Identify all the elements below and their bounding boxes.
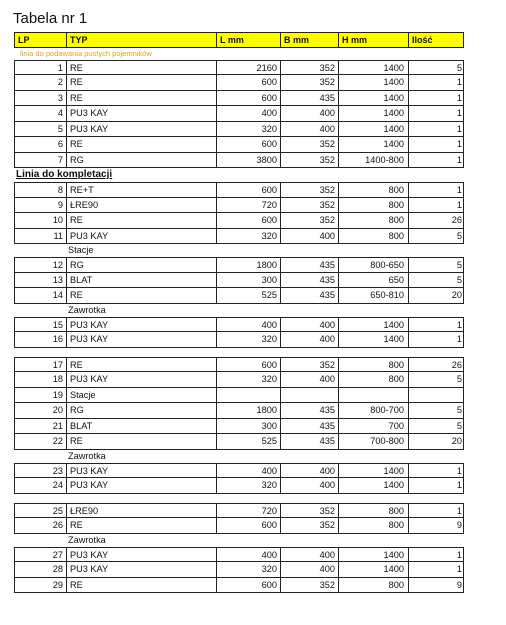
cell-typ: RE <box>67 75 217 90</box>
cell-h: 1400 <box>339 137 409 152</box>
cell-typ: PU3 KAY <box>67 229 217 244</box>
cell-lp: 8 <box>15 183 67 197</box>
cell-l: 525 <box>217 288 281 303</box>
cell-b <box>281 388 339 403</box>
cell-typ: RE <box>67 213 217 228</box>
cell-b: 400 <box>281 478 339 493</box>
cell-qty: 1 <box>456 92 462 103</box>
table-row <box>14 317 464 333</box>
cell-qty: 5 <box>456 374 462 384</box>
cell-b: 435 <box>281 91 339 106</box>
stacje-label: Stacje <box>68 245 94 255</box>
cell-typ: PU3 KAY <box>67 318 217 332</box>
cell-lp: 6 <box>15 137 67 152</box>
cell-l: 600 <box>217 213 281 228</box>
cell-typ: RE <box>67 61 217 75</box>
cell-b: 435 <box>281 434 339 449</box>
cell-b: 352 <box>281 137 339 152</box>
group-8 <box>14 547 464 594</box>
table-row <box>14 332 464 348</box>
cell-h: 800 <box>339 213 409 228</box>
cell-typ: RE <box>67 137 217 152</box>
group-7 <box>14 503 464 534</box>
group-4 <box>14 317 464 348</box>
cell-h: 1400 <box>339 464 409 478</box>
cell-qty: 1 <box>456 139 462 149</box>
cell-b: 400 <box>281 548 339 562</box>
cell-h: 1400 <box>339 106 409 121</box>
cell-h: 650-810 <box>339 288 409 303</box>
table-row <box>14 434 464 450</box>
table-row <box>14 388 464 404</box>
table-header-row <box>14 32 464 48</box>
cell-b: 435 <box>281 419 339 434</box>
cell-l <box>217 388 281 403</box>
cell-typ: ŁRE90 <box>67 198 217 213</box>
cell-qty: 5 <box>456 230 462 241</box>
cell-lp: 27 <box>15 548 67 562</box>
table-row <box>14 137 464 153</box>
cell-typ: RG <box>67 153 217 168</box>
table-row <box>14 503 464 519</box>
cell-qty: 5 <box>456 420 462 431</box>
cell-l: 3800 <box>217 153 281 168</box>
cell-l: 600 <box>217 91 281 106</box>
table-row <box>14 60 464 76</box>
group-3 <box>14 257 464 304</box>
zawrotka-label-2: Zawrotka <box>68 450 106 461</box>
cell-b: 400 <box>281 562 339 577</box>
cell-l: 320 <box>217 122 281 137</box>
cell-l: 320 <box>217 478 281 493</box>
cell-lp: 21 <box>15 419 67 434</box>
table-row <box>14 75 464 91</box>
cell-lp: 19 <box>15 388 67 403</box>
header-lp: LP <box>15 33 67 47</box>
cell-b: 352 <box>281 61 339 75</box>
cell-lp: 3 <box>15 91 67 106</box>
cell-typ: PU3 KAY <box>67 548 217 562</box>
table-row <box>14 419 464 435</box>
cell-h: 1400-800 <box>339 153 409 168</box>
cell-lp: 18 <box>15 372 67 387</box>
cell-h: 800 <box>339 372 409 387</box>
cell-typ: RG <box>67 403 217 418</box>
table-row <box>14 122 464 138</box>
page-title: Tabela nr 1 <box>13 10 88 27</box>
cell-h: 1400 <box>339 562 409 577</box>
cell-h: 800 <box>339 518 409 533</box>
cell-typ: PU3 KAY <box>67 106 217 121</box>
cell-b: 400 <box>281 318 339 332</box>
cell-lp: 22 <box>15 434 67 449</box>
cell-typ: PU3 KAY <box>67 478 217 493</box>
cell-lp: 15 <box>15 318 67 332</box>
cell-lp: 28 <box>15 562 67 577</box>
cell-h: 800 <box>339 504 409 518</box>
cell-lp: 23 <box>15 464 67 478</box>
cell-b: 400 <box>281 122 339 137</box>
cell-b: 352 <box>281 198 339 213</box>
cell-qty: 1 <box>456 334 462 344</box>
spacer <box>14 348 464 357</box>
cell-l: 300 <box>217 419 281 434</box>
cell-typ: RE <box>67 358 217 372</box>
cell-b: 400 <box>281 332 339 347</box>
cell-typ: PU3 KAY <box>67 464 217 478</box>
cell-l: 2160 <box>217 61 281 75</box>
cell-l: 400 <box>217 464 281 478</box>
cell-lp: 12 <box>15 258 67 272</box>
table-row <box>14 547 464 563</box>
table-row <box>14 463 464 479</box>
table-row <box>14 257 464 273</box>
cell-lp: 29 <box>15 578 67 593</box>
cell-h: 1400 <box>339 548 409 562</box>
cell-l: 1800 <box>217 258 281 272</box>
cell-qty: 20 <box>451 290 462 300</box>
cell-lp: 26 <box>15 518 67 533</box>
cell-h: 800-700 <box>339 403 409 418</box>
group-5 <box>14 357 464 450</box>
cell-b: 435 <box>281 403 339 418</box>
cell-h: 1400 <box>339 332 409 347</box>
table-row <box>14 403 464 419</box>
table-row <box>14 578 464 594</box>
cell-qty: 1 <box>456 77 462 87</box>
table-row <box>14 153 464 169</box>
cell-qty: 1 <box>456 123 462 134</box>
cell-typ: RE <box>67 288 217 303</box>
cell-l: 320 <box>217 332 281 347</box>
cell-lp: 4 <box>15 106 67 121</box>
cell-l: 400 <box>217 548 281 562</box>
table-row <box>14 106 464 122</box>
cell-qty: 1 <box>456 108 462 118</box>
cell-lp: 25 <box>15 504 67 518</box>
cell-h: 1400 <box>339 91 409 106</box>
table-row <box>14 91 464 107</box>
cell-qty: 5 <box>456 260 462 270</box>
cell-h: 1400 <box>339 61 409 75</box>
cell-lp: 5 <box>15 122 67 137</box>
cell-l: 400 <box>217 106 281 121</box>
cell-l: 1800 <box>217 403 281 418</box>
cell-h: 800-650 <box>339 258 409 272</box>
zawrotka-label-3: Zawrotka <box>68 534 106 545</box>
cell-l: 600 <box>217 183 281 197</box>
cell-qty: 1 <box>456 564 462 574</box>
cell-l: 600 <box>217 75 281 90</box>
cell-h: 1400 <box>339 478 409 493</box>
cell-b: 352 <box>281 183 339 197</box>
cell-b: 400 <box>281 464 339 478</box>
cell-h: 1400 <box>339 75 409 90</box>
cell-qty: 9 <box>456 520 462 530</box>
cell-b: 352 <box>281 358 339 372</box>
cell-typ: PU3 KAY <box>67 332 217 347</box>
cell-lp: 7 <box>15 153 67 168</box>
cell-typ: RE <box>67 578 217 593</box>
cell-h: 650 <box>339 273 409 288</box>
cell-b: 352 <box>281 578 339 593</box>
cell-l: 400 <box>217 318 281 332</box>
cell-lp: 9 <box>15 198 67 213</box>
cell-lp: 2 <box>15 75 67 90</box>
cell-b: 400 <box>281 372 339 387</box>
header-q: Ilość <box>412 35 433 45</box>
group-6 <box>14 463 464 494</box>
cell-lp: 1 <box>15 61 67 75</box>
cell-b: 352 <box>281 75 339 90</box>
cell-qty: 1 <box>456 480 462 490</box>
table-row <box>14 357 464 373</box>
table-row <box>14 229 464 245</box>
cell-l: 720 <box>217 198 281 213</box>
zawrotka-label: Zawrotka <box>68 304 106 315</box>
cell-b: 435 <box>281 273 339 288</box>
cell-qty: 5 <box>456 405 462 415</box>
cell-qty: 1 <box>456 199 462 210</box>
cell-qty: 1 <box>456 185 462 195</box>
cell-qty <box>409 388 465 403</box>
cell-l: 320 <box>217 372 281 387</box>
header-l: L mm <box>217 33 281 47</box>
cell-lp: 13 <box>15 273 67 288</box>
cell-b: 352 <box>281 518 339 533</box>
cell-h: 800 <box>339 578 409 593</box>
cell-qty: 1 <box>456 465 462 476</box>
cell-qty: 1 <box>456 549 462 560</box>
table-row <box>14 198 464 214</box>
cell-h <box>339 388 409 403</box>
cell-h: 1400 <box>339 318 409 332</box>
cell-qty: 1 <box>456 319 462 330</box>
cell-typ: RE <box>67 91 217 106</box>
table-row <box>14 213 464 229</box>
cell-typ: PU3 KAY <box>67 562 217 577</box>
cell-lp: 14 <box>15 288 67 303</box>
cell-b: 352 <box>281 153 339 168</box>
cell-typ: PU3 KAY <box>67 372 217 387</box>
cell-typ: Stacje <box>67 388 217 403</box>
cell-lp: 11 <box>15 229 67 244</box>
table-row <box>14 518 464 534</box>
cell-h: 800 <box>339 358 409 372</box>
cell-typ: ŁRE90 <box>67 504 217 518</box>
cell-qty: 26 <box>451 359 462 370</box>
cell-lp: 24 <box>15 478 67 493</box>
cell-typ: RG <box>67 258 217 272</box>
table-row <box>14 562 464 578</box>
cell-qty: 1 <box>456 154 462 165</box>
cell-lp: 10 <box>15 213 67 228</box>
cell-b: 352 <box>281 213 339 228</box>
cell-l: 320 <box>217 229 281 244</box>
table-row <box>14 478 464 494</box>
cell-h: 700-800 <box>339 434 409 449</box>
cell-h: 700 <box>339 419 409 434</box>
cell-b: 352 <box>281 504 339 518</box>
cell-l: 300 <box>217 273 281 288</box>
data-table <box>14 32 464 593</box>
cell-b: 435 <box>281 288 339 303</box>
cell-qty: 20 <box>451 436 462 446</box>
cell-typ: BLAT <box>67 273 217 288</box>
cell-qty: 26 <box>451 215 462 225</box>
group-2 <box>14 182 464 244</box>
cell-h: 800 <box>339 183 409 197</box>
table-row <box>14 372 464 388</box>
header-typ: TYP <box>67 33 217 47</box>
section-label: Linia do kompletacji <box>16 169 113 180</box>
cell-l: 525 <box>217 434 281 449</box>
cell-typ: BLAT <box>67 419 217 434</box>
line-note: linia do podawania pustych pojemników <box>20 48 152 58</box>
cell-b: 400 <box>281 229 339 244</box>
cell-l: 600 <box>217 137 281 152</box>
header-h: H mm <box>339 33 409 47</box>
cell-lp: 16 <box>15 332 67 347</box>
cell-h: 800 <box>339 198 409 213</box>
cell-l: 320 <box>217 562 281 577</box>
cell-l: 600 <box>217 358 281 372</box>
cell-qty: 5 <box>456 62 462 73</box>
cell-qty: 1 <box>456 505 462 516</box>
cell-qty: 5 <box>456 274 462 285</box>
cell-lp: 17 <box>15 358 67 372</box>
cell-qty: 9 <box>456 579 462 590</box>
header-b: B mm <box>281 33 339 47</box>
cell-h: 1400 <box>339 122 409 137</box>
table-row <box>14 182 464 198</box>
spacer <box>14 494 464 503</box>
cell-b: 435 <box>281 258 339 272</box>
cell-typ: RE+T <box>67 183 217 197</box>
cell-l: 600 <box>217 518 281 533</box>
cell-lp: 20 <box>15 403 67 418</box>
group-1 <box>14 60 464 169</box>
cell-typ: RE <box>67 518 217 533</box>
table-row <box>14 273 464 289</box>
cell-l: 720 <box>217 504 281 518</box>
cell-typ: RE <box>67 434 217 449</box>
cell-typ: PU3 KAY <box>67 122 217 137</box>
cell-b: 400 <box>281 106 339 121</box>
table-row <box>14 288 464 304</box>
cell-l: 600 <box>217 578 281 593</box>
cell-h: 800 <box>339 229 409 244</box>
